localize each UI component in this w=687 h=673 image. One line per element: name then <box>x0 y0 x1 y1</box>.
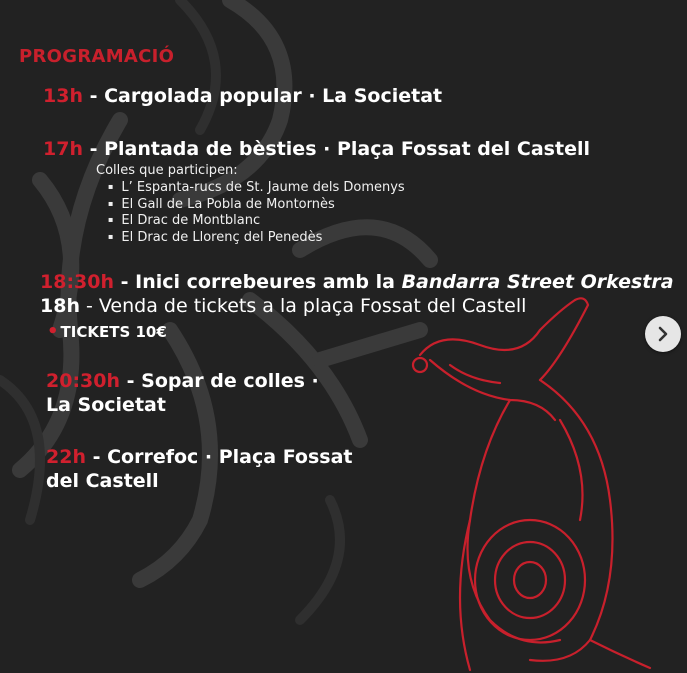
event-time: 22h <box>46 446 86 468</box>
tickets-label: TICKETS 10€ <box>60 323 167 341</box>
event-13h <box>43 85 442 107</box>
snail-illustration <box>413 298 650 670</box>
list-item: ▪ El Drac de Montblanc <box>108 213 405 230</box>
list-item: ▪ El Gall de La Pobla de Montornès <box>108 197 405 214</box>
list-item: ▪ L’ Espanta-rucs de St. Jaume dels Domenys <box>108 180 405 197</box>
next-slide-button[interactable] <box>645 316 681 352</box>
event-time: 18:30h <box>40 271 115 293</box>
page-title: PROGRAMACIÓ <box>19 46 175 67</box>
event-time: 13h <box>43 85 83 107</box>
event-2030h-line2: La Societat <box>46 394 166 416</box>
colles-list <box>108 180 405 246</box>
bullet-dot: • <box>47 321 59 342</box>
event-2030h <box>46 370 319 392</box>
event-text: - Inici correbeures amb la <box>114 271 402 293</box>
event-time: 17h <box>43 138 83 160</box>
event-time: 18h <box>40 295 80 317</box>
tickets-price <box>47 321 167 342</box>
event-time: 20:30h <box>46 370 121 392</box>
event-text: - Correfoc · Plaça Fossat <box>85 446 353 468</box>
event-text: - Cargolada popular · La Societat <box>82 85 443 107</box>
event-italic-text: Bandarra Street Orkestra <box>401 271 674 293</box>
colles-heading: Colles que participen: <box>96 163 238 178</box>
event-text: - Sopar de colles · <box>120 370 319 392</box>
event-18h <box>40 295 526 317</box>
event-text: - Venda de tickets a la plaça Fossat del Castell <box>79 295 527 317</box>
chevron-right-icon <box>655 326 671 342</box>
event-text: - Plantada de bèsties · Plaça Fossat del Castell <box>82 138 590 160</box>
list-item: ▪ El Drac de Llorenç del Penedès <box>108 230 405 247</box>
event-17h <box>43 138 590 160</box>
event-22h-line2: del Castell <box>46 470 159 492</box>
event-22h <box>46 446 352 468</box>
event-1830h <box>40 271 674 293</box>
